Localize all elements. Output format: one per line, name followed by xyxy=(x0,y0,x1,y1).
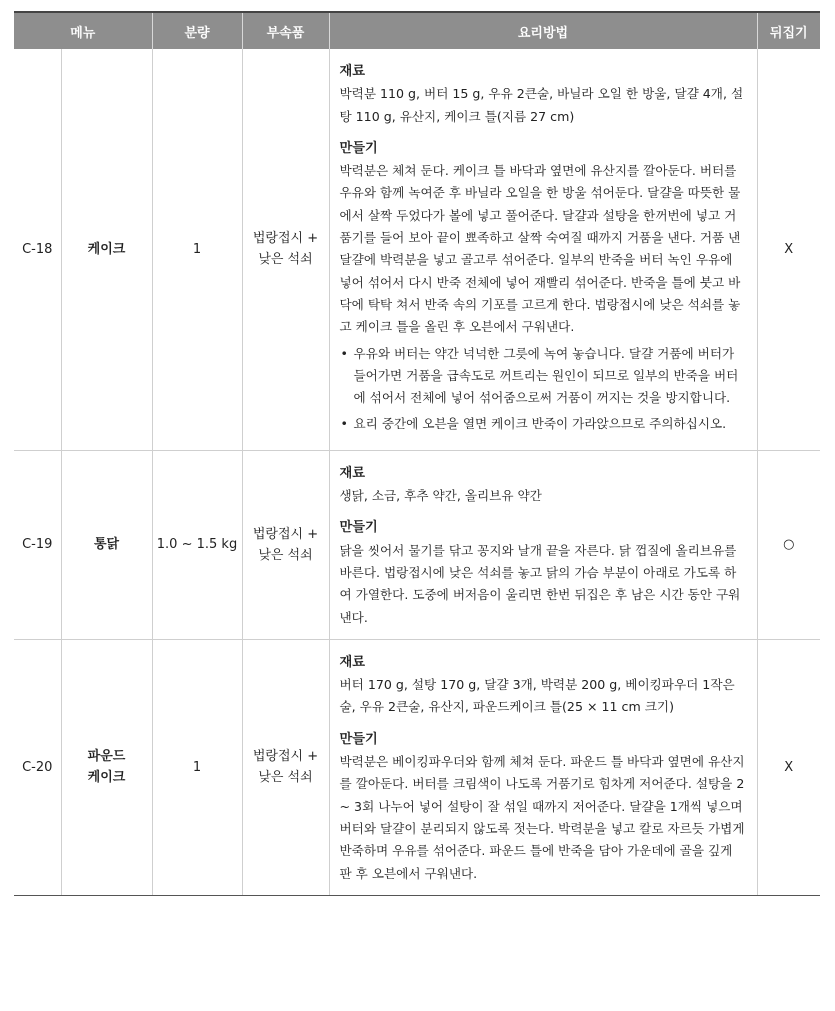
header-menu: 메뉴 xyxy=(14,12,152,49)
row-accessory xyxy=(242,450,329,639)
accessory-line: 낮은 석쇠 xyxy=(258,770,313,786)
note-item: • 요리 중간에 오븐을 열면 케이크 반죽이 가라앉으므로 주의하십시오. xyxy=(354,413,747,435)
table-row xyxy=(14,639,820,895)
header-amount: 분량 xyxy=(152,12,242,49)
ingredients-text: 버터 170 g, 설탕 170 g, 달걀 3개, 박력분 200 g, 베이킹파우더 1작은술, 우유 2큰술, 유산지, 파운드케이크 틀(25 × 11 cm 크기) xyxy=(339,677,735,715)
row-menu: 케이크 xyxy=(61,49,152,450)
steps-title: 만들기 xyxy=(339,731,378,747)
accessory-line: 낮은 석쇠 xyxy=(258,252,313,268)
menu-line: 케이크 xyxy=(87,770,126,786)
row-menu xyxy=(61,639,152,895)
row-method xyxy=(329,49,757,450)
header-method: 요리방법 xyxy=(329,12,757,49)
steps-text: 박력분은 베이킹파우더와 함께 체쳐 둔다. 파운드 틀 바닥과 옆면에 유산지를 깔아둔다. 버터를 크림색이 나도록 거품기로 힘차게 저어준다. 설탕을 2 ~ 3회 나누어 넣어 설탕이 잘 섞일 때까지 저어준다. 달걀을 1개씩 넣으며 버터와 달걀이 분리되지 않도록 젓는다. 박력분을 넣고 칼로 자르듯 가볍게 반죽하며 우유를 섞어준다. 파운드 틀에 반죽을 담아 가운데에 골을 깊게 판 후 오븐에서 구워낸다. xyxy=(339,754,745,881)
row-code: C-20 xyxy=(14,639,61,895)
header-flip: 뒤집기 xyxy=(757,12,820,49)
row-method xyxy=(329,639,757,895)
header-accessory: 부속품 xyxy=(242,12,329,49)
row-accessory xyxy=(242,49,329,450)
steps-title: 만들기 xyxy=(339,520,378,536)
header-row xyxy=(14,12,820,49)
steps-text: 박력분은 체쳐 둔다. 케이크 틀 바닥과 옆면에 유산지를 깔아둔다. 버터를 우유와 함께 녹여준 후 바닐라 오일을 한 방울 섞어둔다. 달걀을 따뜻한 물에서 살짝 두었다가 볼에 넣고 풀어준다. 달걀과 설탕을 한꺼번에 넣고 거품기를 들어 보아 끝이 뾰족하고 살짝 숙여질 때까지 거품을 낸다. 거품 낸 달걀에 박력분을 넣고 골고루 섞어준다. 일부의 반죽을 버터 녹인 우유에 넣어 섞어서 다시 반죽 전체에 넣어 재빨리 섞어준다. 반죽을 틀에 붓고 바닥에 탁탁 쳐서 반죽 속의 기포를 고르게 한다. 법랑접시에 낮은 석쇠를 놓고 케이크 틀을 올린 후 오븐에서 구워낸다. xyxy=(339,163,741,335)
ingredients-title: 재료 xyxy=(339,465,365,481)
menu-line: 파운드 xyxy=(87,749,126,765)
row-method xyxy=(329,450,757,639)
ingredients-title: 재료 xyxy=(339,654,365,670)
notes-list xyxy=(340,343,747,436)
note-item: • 우유와 버터는 약간 넉넉한 그릇에 녹여 놓습니다. 달걀 거품에 버터가 들어가면 거품을 급속도로 꺼트리는 원인이 되므로 일부의 반죽을 버터에 섞어서 전체에 넣어 섞어줌으로써 거품이 꺼지는 것을 방지합니다. xyxy=(354,343,747,410)
steps-title: 만들기 xyxy=(339,140,378,156)
recipe-table xyxy=(14,11,820,896)
row-flip: X xyxy=(757,639,820,895)
accessory-line: 법랑접시 + xyxy=(252,526,319,542)
accessory-line: 법랑접시 + xyxy=(252,231,319,247)
row-flip: ○ xyxy=(757,450,820,639)
table-row xyxy=(14,450,820,639)
accessory-line: 낮은 석쇠 xyxy=(258,547,313,563)
row-flip: X xyxy=(757,49,820,450)
row-amount: 1.0 ~ 1.5 kg xyxy=(152,450,242,639)
accessory-line: 법랑접시 + xyxy=(252,749,319,765)
row-menu: 통닭 xyxy=(61,450,152,639)
ingredients-text: 박력분 110 g, 버터 15 g, 우유 2큰술, 바닐라 오일 한 방울, 달걀 4개, 설탕 110 g, 유산지, 케이크 틀(지름 27 cm) xyxy=(339,86,744,124)
row-amount: 1 xyxy=(152,639,242,895)
row-amount: 1 xyxy=(152,49,242,450)
ingredients-title: 재료 xyxy=(339,64,365,79)
ingredients-text: 생닭, 소금, 후추 약간, 올리브유 약간 xyxy=(339,488,542,504)
row-accessory xyxy=(242,639,329,895)
row-code: C-18 xyxy=(14,49,61,450)
row-code: C-19 xyxy=(14,450,61,639)
steps-text: 닭을 씻어서 물기를 닦고 꽁지와 날개 끝을 자른다. 닭 껍질에 올리브유를 바른다. 법랑접시에 낮은 석쇠를 놓고 닭의 가슴 부분이 아래로 가도록 하여 가열한다. 도중에 버저음이 울리면 한번 뒤집은 후 남은 시간 동안 구워낸다. xyxy=(339,542,741,625)
table-row xyxy=(14,49,820,450)
